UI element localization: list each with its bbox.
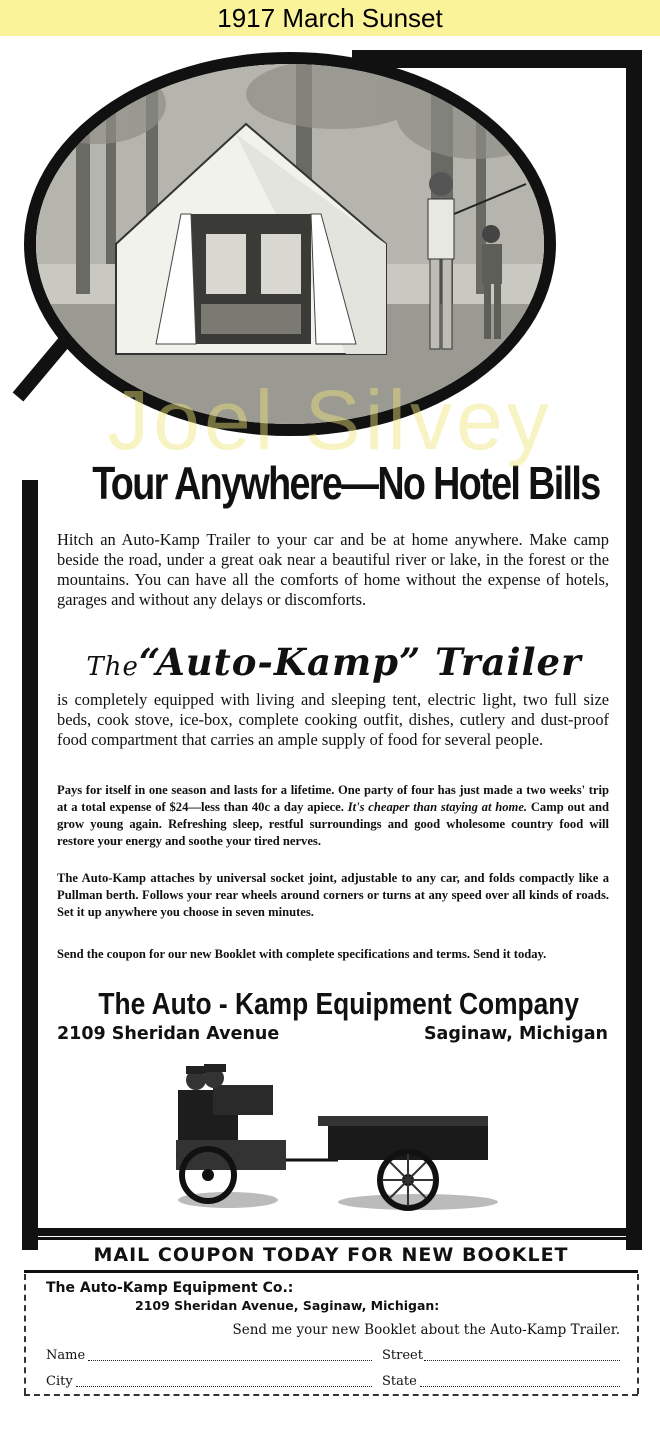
tent-scene-icon (36, 64, 544, 424)
brand-logotype (60, 640, 608, 684)
state-label: State (382, 1374, 417, 1389)
pays-italic: It's cheaper than staying at home. (347, 800, 528, 814)
city-label: City (46, 1374, 73, 1389)
coupon-address: 2109 Sheridan Avenue, Saginaw, Michigan: (135, 1298, 440, 1313)
coupon-header: MAIL COUPON TODAY FOR NEW BOOKLET (24, 1237, 638, 1273)
company-city: Saginaw, Michigan (423, 1024, 608, 1044)
coupon-cut-line-left (24, 1274, 26, 1394)
pays-text-1: Pays for itself in one season and lasts for a lifetime. One party of four has just made a two weeks' trip at a total expense of $24—less than 40c a day apiece. (57, 783, 609, 814)
brand-the: The (86, 652, 139, 682)
name-field[interactable] (88, 1360, 372, 1361)
street-field[interactable] (424, 1360, 620, 1361)
coupon-cut-line-right (637, 1274, 639, 1394)
send-paragraph: Send the coupon for our new Booklet with complete specifications and terms. Send it today. (57, 947, 547, 961)
coupon-request: Send me your new Booklet about the Auto-Kamp Trailer. (232, 1322, 620, 1338)
equipment-paragraph: is completely equipped with living and sleeping tent, electric light, two full size beds, cook stove, ice-box, complete cooking outfit, dishes, cutlery and dust-proof food compartment that carries an ample supply of food for several people. (57, 690, 609, 749)
pays-paragraph (57, 782, 609, 850)
attaches-paragraph: The Auto-Kamp attaches by universal socket joint, adjustable to any car, and folds compactly like a Pullman berth. Follows your rear wheels around corners or turns at any speed over all kinds of roads. Set it up anywhere you choose in seven minutes. (57, 871, 609, 919)
car-trailer-illustration (168, 1050, 508, 1222)
state-field[interactable] (420, 1386, 620, 1387)
city-field[interactable] (76, 1386, 372, 1387)
frame-left-border (22, 480, 38, 1250)
company-name: The Auto - Kamp Equipment Company (98, 986, 580, 1021)
caption-banner: 1917 March Sunset (0, 0, 660, 36)
coupon-cut-line-bottom (24, 1394, 638, 1396)
frame-bottom-border (22, 1228, 642, 1236)
name-label: Name (46, 1348, 86, 1363)
car-with-trailer-icon (168, 1050, 508, 1222)
intro-paragraph: Hitch an Auto-Kamp Trailer to your car and be at home anywhere. Make camp beside the road, under a great oak near a beautiful river or lake, in the forest or the mountains. You can have all the comforts of home without the expense of hotels, garages and without any delays or discomforts. (57, 530, 609, 609)
company-street: 2109 Sheridan Avenue (57, 1024, 280, 1044)
frame-right-border (626, 50, 642, 1250)
brand-name: “Auto-Kamp” Trailer (138, 640, 582, 684)
coupon-to: The Auto-Kamp Equipment Co.: (46, 1280, 294, 1296)
headline: Tour Anywhere—No Hotel Bills (92, 457, 600, 509)
street-label: Street (382, 1348, 423, 1363)
watermark: Joel Silvey (107, 373, 553, 467)
frame-top-border (352, 50, 642, 68)
pays-text-2: Camp out and grow young again. Refreshing sleep, restful surroundings and good wholesome country food will restore your energy and soothe your tired nerves. (57, 800, 610, 848)
